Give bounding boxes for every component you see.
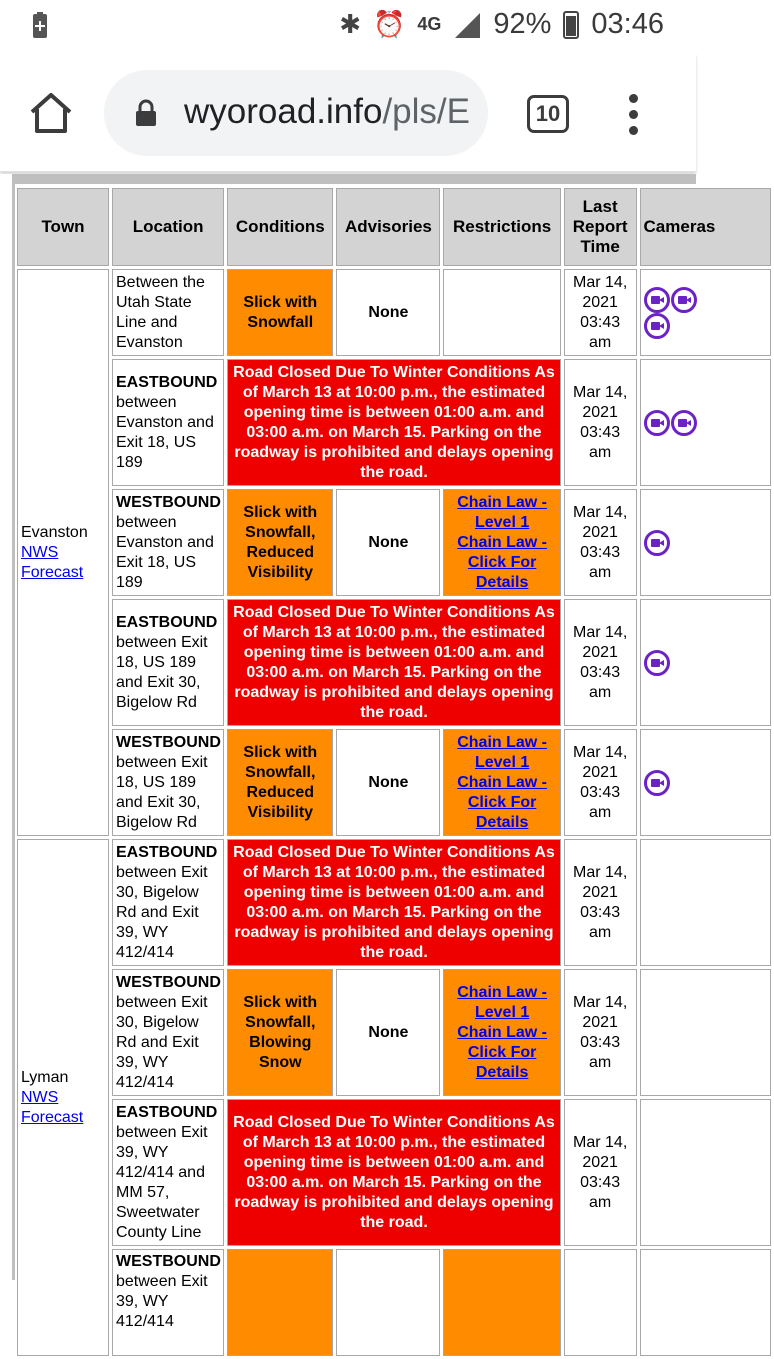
location-cell: WESTBOUND between Exit 39, WY 412/414 [112, 1249, 224, 1356]
network-type: 4G [417, 14, 442, 34]
overflow-menu-icon[interactable] [624, 94, 644, 136]
advisories-cell: None [336, 729, 440, 836]
road-closed-notice: Road Closed Due To Winter Conditions As of March 13 at 10:00 p.m., the estimated opening time is between 01:00 a.m. and 03:00 a.m. on March 15. Parking on the roadway is prohibited and delays opening the road. [227, 359, 561, 486]
road-closed-notice: Road Closed Due To Winter Conditions As of March 13 at 10:00 p.m., the estimated opening time is between 01:00 a.m. and 03:00 a.m. on March 15. Parking on the roadway is prohibited and delays opening the road. [227, 839, 561, 966]
table-row [17, 1249, 771, 1356]
battery-saver-icon [30, 12, 50, 40]
camera-icon[interactable] [644, 410, 670, 436]
chain-law-level-link[interactable]: Chain Law - Level 1 [457, 493, 547, 531]
table-row [17, 969, 771, 1096]
chain-law-details-link[interactable]: Chain Law - Click For Details [457, 1023, 547, 1081]
restrictions-cell [443, 729, 560, 836]
header-location: Location [112, 188, 224, 266]
conditions-cell: Slick with Snowfall, Reduced Visibility [227, 489, 333, 596]
table-row [17, 269, 771, 356]
conditions-cell: Slick with Snowfall, Reduced Visibility [227, 729, 333, 836]
header-town: Town [17, 188, 109, 266]
cameras-cell [640, 1099, 771, 1246]
cameras-cell [640, 269, 771, 356]
url-text[interactable]: wyoroad.info/pls/E [184, 92, 470, 131]
location-cell: WESTBOUND between Exit 30, Bigelow Rd and Exit 39, WY 412/414 [112, 969, 224, 1096]
location-cell: Between the Utah State Line and Evanston [112, 269, 224, 356]
report-time-cell: Mar 14, 2021 03:43 am [564, 1099, 637, 1246]
bluetooth-icon: ✱ [339, 9, 361, 39]
cameras-cell [640, 489, 771, 596]
cameras-cell [640, 729, 771, 836]
advisories-cell [336, 1249, 440, 1356]
table-row [17, 729, 771, 836]
location-cell: EASTBOUND between Exit 18, US 189 and Exit 30, Bigelow Rd [112, 599, 224, 726]
cameras-cell [640, 969, 771, 1096]
status-bar [0, 0, 696, 54]
report-time-cell: Mar 14, 2021 03:43 am [564, 969, 637, 1096]
browser-toolbar [0, 54, 696, 172]
header-restrictions: Restrictions [443, 188, 560, 266]
restrictions-cell [443, 269, 560, 356]
conditions-cell: Slick with Snowfall, Blowing Snow [227, 969, 333, 1096]
battery-icon [563, 11, 579, 39]
tab-switcher-button[interactable]: 10 [527, 95, 569, 133]
header-advisories: Advisories [336, 188, 440, 266]
header-cameras: Cameras [640, 188, 771, 266]
cameras-cell [640, 1249, 771, 1356]
divider [14, 174, 696, 184]
alarm-icon: ⏰ [372, 9, 406, 39]
cameras-cell [640, 599, 771, 726]
report-time-cell: Mar 14, 2021 03:43 am [564, 269, 637, 356]
chain-law-level-link[interactable]: Chain Law - Level 1 [457, 733, 547, 771]
camera-icon[interactable] [671, 410, 697, 436]
town-cell [17, 269, 109, 836]
camera-icon[interactable] [644, 650, 670, 676]
chain-law-details-link[interactable]: Chain Law - Click For Details [457, 773, 547, 831]
advisories-cell: None [336, 489, 440, 596]
report-time-cell: Mar 14, 2021 03:43 am [564, 489, 637, 596]
table-row [17, 489, 771, 596]
report-time-cell [564, 1249, 637, 1356]
address-bar[interactable] [104, 70, 488, 156]
road-conditions-table [14, 185, 774, 1359]
chain-law-level-link[interactable]: Chain Law - Level 1 [457, 983, 547, 1021]
page-content [0, 174, 716, 1330]
location-cell: WESTBOUND between Evanston and Exit 18, US 189 [112, 489, 224, 596]
road-closed-notice: Road Closed Due To Winter Conditions As of March 13 at 10:00 p.m., the estimated opening time is between 01:00 a.m. and 03:00 a.m. on March 15. Parking on the roadway is prohibited and delays opening the road. [227, 1099, 561, 1246]
location-cell: EASTBOUND between Evanston and Exit 18, US 189 [112, 359, 224, 486]
home-icon[interactable] [28, 90, 74, 136]
clock: 03:46 [591, 8, 664, 40]
report-time-cell: Mar 14, 2021 03:43 am [564, 359, 637, 486]
camera-icon[interactable] [644, 770, 670, 796]
table-row [17, 599, 771, 726]
location-cell: EASTBOUND between Exit 30, Bigelow Rd and Exit 39, WY 412/414 [112, 839, 224, 966]
camera-icon[interactable] [644, 530, 670, 556]
report-time-cell: Mar 14, 2021 03:43 am [564, 839, 637, 966]
camera-icon[interactable] [644, 287, 670, 313]
header-report-time: Last Report Time [564, 188, 637, 266]
table-header-row [17, 188, 771, 266]
town-name: Evanston [21, 523, 88, 541]
location-cell: EASTBOUND between Exit 39, WY 412/414 and MM 57, Sweetwater County Line [112, 1099, 224, 1246]
conditions-cell [227, 1249, 333, 1356]
cameras-cell [640, 359, 771, 486]
restrictions-cell [443, 969, 560, 1096]
table-row [17, 839, 771, 966]
advisories-cell: None [336, 269, 440, 356]
restrictions-cell [443, 489, 560, 596]
town-name: Lyman [21, 1068, 69, 1086]
advisories-cell: None [336, 969, 440, 1096]
table-row [17, 1099, 771, 1246]
lock-icon [134, 99, 158, 127]
chain-law-details-link[interactable]: Chain Law - Click For Details [457, 533, 547, 591]
nws-forecast-link[interactable]: NWS Forecast [21, 1088, 84, 1126]
town-cell [17, 839, 109, 1356]
report-time-cell: Mar 14, 2021 03:43 am [564, 599, 637, 726]
nws-forecast-link[interactable]: NWS Forecast [21, 543, 84, 581]
table-row [17, 359, 771, 486]
road-closed-notice: Road Closed Due To Winter Conditions As of March 13 at 10:00 p.m., the estimated opening time is between 01:00 a.m. and 03:00 a.m. on March 15. Parking on the roadway is prohibited and delays opening the road. [227, 599, 561, 726]
camera-icon[interactable] [644, 313, 670, 339]
conditions-cell: Slick with Snowfall [227, 269, 333, 356]
battery-percent: 92% [493, 8, 552, 40]
report-time-cell: Mar 14, 2021 03:43 am [564, 729, 637, 836]
signal-icon [453, 11, 481, 39]
location-cell: WESTBOUND between Exit 18, US 189 and Exit 30, Bigelow Rd [112, 729, 224, 836]
header-conditions: Conditions [227, 188, 333, 266]
camera-icon[interactable] [671, 287, 697, 313]
cameras-cell [640, 839, 771, 966]
restrictions-cell [443, 1249, 560, 1356]
